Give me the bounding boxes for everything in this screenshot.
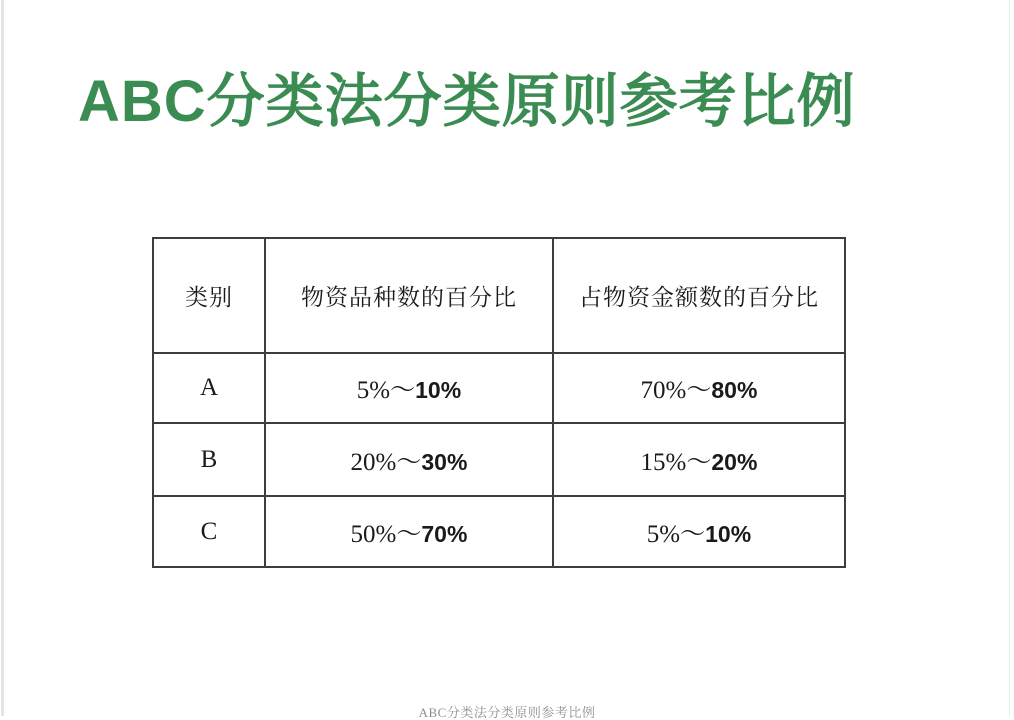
range-low: 15%: [640, 448, 687, 476]
variety-range-cell: [265, 423, 553, 496]
range-low: 5%: [646, 520, 681, 548]
range-high: 10%: [415, 377, 462, 403]
range-separator: ～: [396, 448, 422, 476]
header-variety-percentage: 物资品种数的百分比: [265, 238, 553, 353]
range-low: 50%: [350, 520, 397, 548]
table-row: [153, 423, 845, 496]
variety-range-cell: [265, 496, 553, 567]
range-high: 20%: [711, 448, 758, 475]
page-edge-left: [1, 0, 4, 716]
range-high: 30%: [421, 448, 468, 475]
range-separator: ～: [686, 448, 712, 476]
variety-range-cell: [265, 353, 553, 423]
range-high: 70%: [421, 520, 468, 547]
range-high: 10%: [705, 520, 752, 547]
range-high: 80%: [711, 377, 758, 403]
abc-classification-table: [152, 237, 846, 568]
range-separator: ～: [396, 520, 422, 548]
range-separator: ～: [680, 520, 706, 548]
footer-clipped-text: ABC分类法分类原则参考比例: [418, 705, 596, 720]
table-row: [153, 496, 845, 567]
range-low: 5%: [356, 377, 391, 404]
range-separator: ～: [390, 377, 416, 404]
amount-range-cell: [553, 423, 845, 496]
page-edge-right: [1009, 0, 1010, 716]
range-low: 70%: [640, 377, 687, 404]
range-low: 20%: [350, 448, 397, 476]
page-title: ABC分类法分类原则参考比例: [78, 69, 856, 134]
category-cell: C: [153, 496, 265, 567]
category-cell: A: [153, 353, 265, 423]
header-category: 类别: [153, 238, 265, 353]
amount-range-cell: [553, 496, 845, 567]
category-cell: B: [153, 423, 265, 496]
range-separator: ～: [686, 377, 712, 404]
header-amount-percentage: 占物资金额数的百分比: [553, 238, 845, 353]
amount-range-cell: [553, 353, 845, 423]
table-row: [153, 353, 845, 423]
table-header-row: [153, 238, 845, 353]
